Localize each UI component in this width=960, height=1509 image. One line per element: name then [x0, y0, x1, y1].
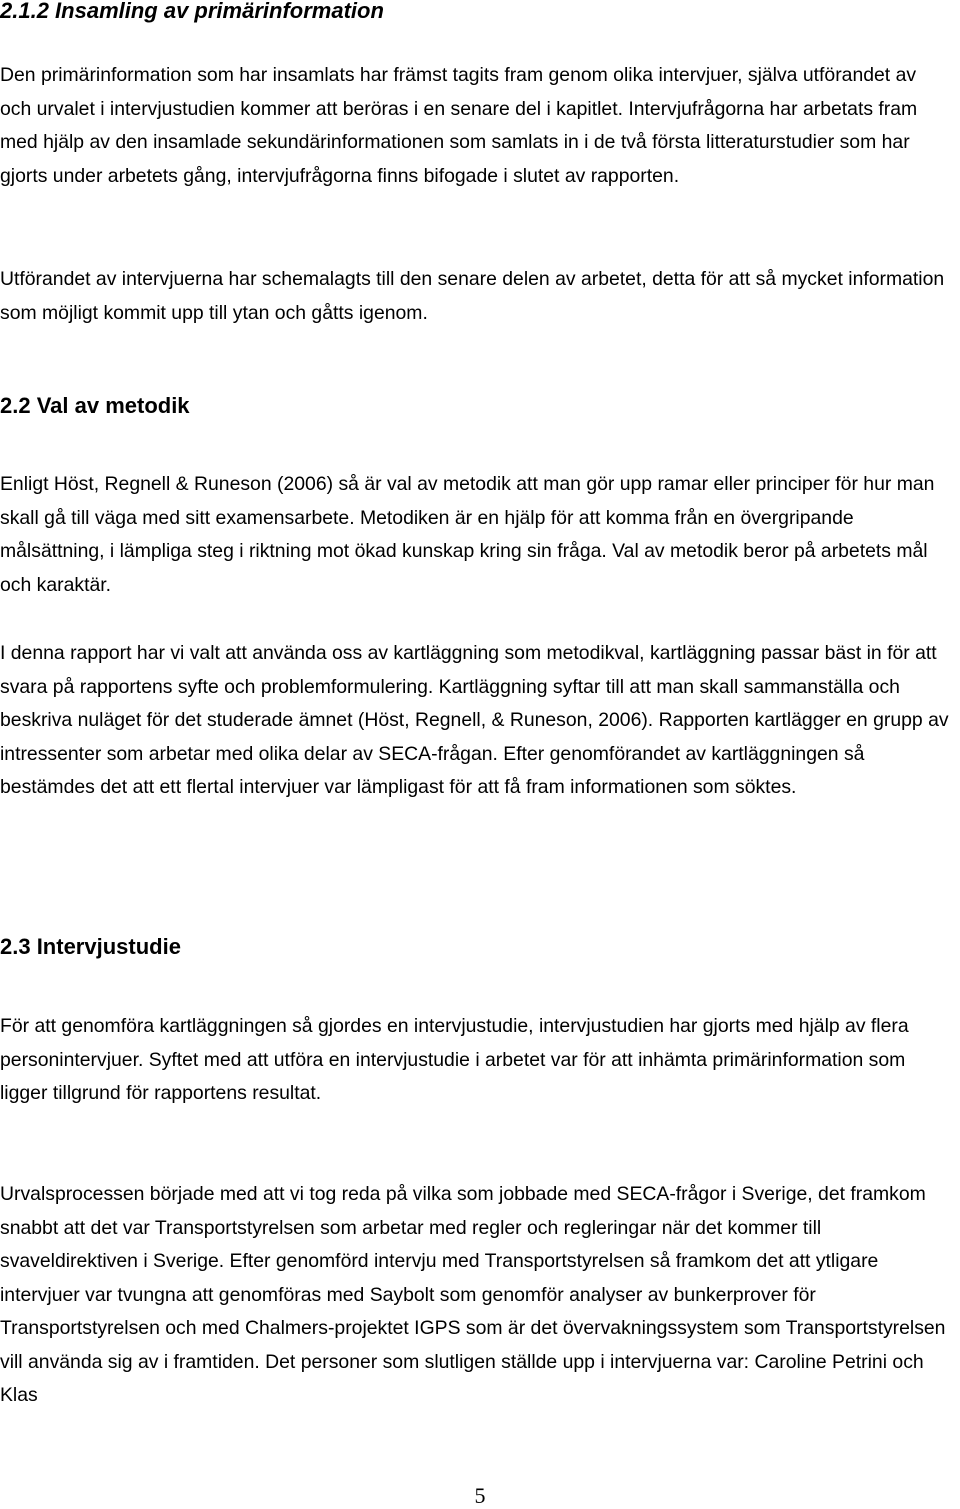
page-number: 5 — [474, 1483, 486, 1508]
paragraph-kartlaggning: I denna rapport har vi valt att använda oss av kartläggning som metodikval, kartläggning passar bäst in för att svara på rapportens syfte och problemformulering. Kartläggning syftar till att man skall sammanställa och beskriva nuläget för det studerade ämnet (Höst, Regnell, & Runeson, 2006). Rapporten kartlägger en grupp av intressenter som arbetar med olika delar av SECA-frågan. Efter genomförandet av kartläggningen så bestämdes det att ett flertal intervjuer var lämpligast för att få fram informationen som söktes. — [0, 642, 949, 798]
paragraph-intervjustudie: För att genomföra kartläggningen så gjordes en intervjustudie, intervjustudien har gjorts med hjälp av flera personintervjuer. Syftet med att utföra en intervjustudie i arbetet var för att inhämta primärinformation som ligger tillgrund för rapportens resultat. — [0, 1015, 909, 1104]
section-heading-intervjustudie: 2.3 Intervjustudie — [0, 934, 181, 959]
section-heading-insamling: 2.1.2 Insamling av primärinformation — [0, 0, 384, 23]
paragraph-urvalsprocessen: Urvalsprocessen började med att vi tog reda på vilka som jobbade med SECA-frågor i Sverige, det framkom snabbt att det var Transportstyrelsen som arbetar med regler och regleringar när det kommer till svaveldirektiven i Sverige. Efter genomförd intervju med Transportstyrelsen så framkom det att ytligare intervjuer var tvungna att genomföras med Saybolt som genomför analyser av bunkerprover för Transportstyrelsen och med Chalmers-projektet IGPS som är det övervakningssystem som Transportstyrelsen vill använda sig av i framtiden. Det personer som slutligen ställde upp i intervjuerna var: Caroline Petrini och Klas — [0, 1183, 946, 1406]
paragraph-primarinformation: Den primärinformation som har insamlats har främst tagits fram genom olika intervjuer, själva utförandet av och urvalet i intervjustudien kommer att beröras i en senare del i kapitlet. Intervjufrågorna har arbetats fram med hjälp av den insamlade sekundärinformationen som samlats in i de två första litteraturstudier som har gjorts under arbetets gång, intervjufrågorna finns bifogade i slutet av rapporten. — [0, 64, 918, 187]
section-heading-val-av-metodik: 2.2 Val av metodik — [0, 393, 190, 418]
paragraph-utforandet: Utförandet av intervjuerna har schemalagts till den senare delen av arbetet, detta för att så mycket information som möjligt kommit upp till ytan och gåtts igenom. — [0, 268, 945, 324]
paragraph-metodik: Enligt Höst, Regnell & Runeson (2006) så är val av metodik att man gör upp ramar eller principer för hur man skall gå till väga med sitt examensarbete. Metodiken är en hjälp för att komma från en övergripande målsättning, i lämpliga steg i riktning mot ökad kunskap kring sin fråga. Val av metodik beror på arbetets mål och karaktär. — [0, 473, 935, 596]
